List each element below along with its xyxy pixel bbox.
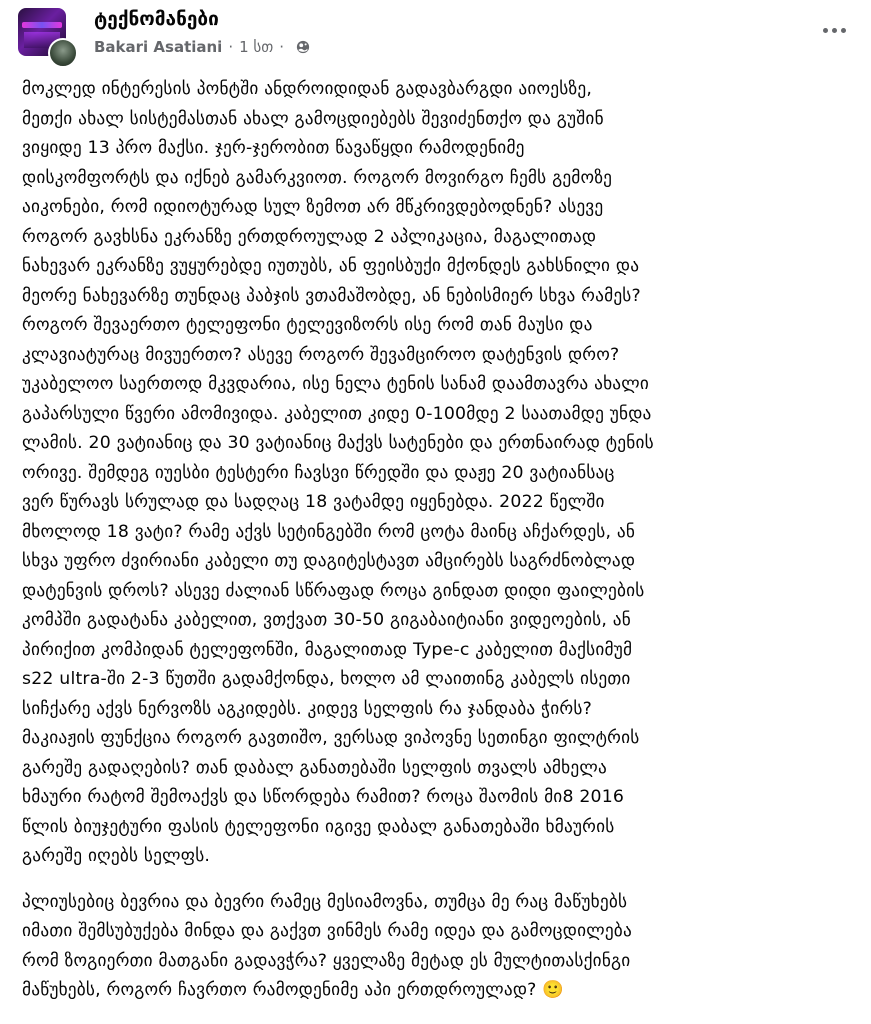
post-timestamp-link[interactable]: 1 სთ [239, 38, 274, 56]
more-options-icon[interactable] [816, 16, 852, 44]
group-avatar-neon-decor [22, 22, 62, 28]
more-dot [823, 28, 828, 33]
author-name-link[interactable]: Bakari Asatiani [94, 38, 223, 56]
post-meta [94, 38, 310, 56]
meta-separator: · [279, 38, 285, 56]
more-dot [832, 28, 837, 33]
meta-separator: · [228, 38, 234, 56]
author-avatar[interactable] [48, 38, 78, 68]
post-paragraph-1: მოკლედ ინტერესის პონტში ანდროიდიდან გადავბარგდი აიოესზე, მეთქი ახალ სისტემასთან ახალ გამოცდიებებს შევიძენთქო და გუშინ ვიყიდე 13 პრო მაქსი. ჯერ-ჯერობით წავაწყდი რამოდენიმე დისკომფორტს და იქნებ გამარკვიოთ. როგორ მოვირგო ჩემს გემოზე აიკონები, რომ იდიოტურად სულ ზემოთ არ მწკრივდებოდნენ? ასევე როგორ გავხსნა ეკრანზე ერთდროულად 2 აპლიკაცია, მაგალითად ნახევარ ეკრანზე ვუყურებდე იუთუბს, ან ფეისბუქი მქონდეს გახსნილი და მეორე ნახევარზე თუნდაც პაბჯის ვთამაშობდე, ან ნებისმიერ სხვა რამეს? როგორ შევაერთო ტელეფონი ტელევიზორს ისე რომ თან მაუსი და კლავიატურაც მივუერთო? ასევე როგორ შევამციროო დატენვის დრო? უკაბელოო საერთოდ მკვდარია, ისე ნელა ტენის სანამ დაამთავრა ახალი გაპარსული წვერი ამომივიდა. კაბელით კიდე 0-100მდე 2 საათამდე უნდა ლამის. 20 ვატიანიც და 30 ვატიანიც მაქვს სატენები და ერთნაირად ტენის ორივე. შემდეგ იუესბი ტესტერი ჩავსვი წრედში და დაჟე 20 ვატიანსაც ვერ წურავს სრულად და სადღაც 18 ვატამდე იყენებდა. 2022 წელში მხოლოდ 18 ვატი? რამე აქვს სეტინგებში რომ ცოტა მაინც აჩქარდეს, ან სხვა უფრო ძვირიანი კაბელი თუ დაგიტესტავთ ამცირებს საგრძნობლად დატენვის დროს? ასევე ძალიან სწრაფად როცა გინდათ დიდი ფაილების კომპში გადატანა კაბელით, ვთქვათ 30-50 გიგაბაიტიანი ვიდეოების, ან პირიქით კომპიდან ტელეფონში, მაგალითად Type-c კაბელით მაქსიმუმ s22 ultra-ში 2-3 წუთში გადამქონდა, ხოლო ამ ლაითინგ კაბელს ისეთი სიჩქარე აქვს ნერვოზს აგკიდებს. კიდევ სელფის რა ჯანდაბა ჭირს? მაკიაჟის ფუნქცია როგორ გავთიშო, ვერსად ვიპოვნე სეთინგი ფილტრის გარეშე გადაღების? თან დაბალ განათებაში სელფის თვალს ამხელა ხმაური რატომ შემოაქვს და სწორდება რამით? როცა შაომის მი8 2016 წლის ბიუჯეტური ფასის ტელეფონი იგივე დაბალ განათებაში ხმაურის გარეშე იღებს სელფს. [22, 79, 654, 866]
avatar-group[interactable] [18, 8, 76, 66]
post-header [0, 0, 871, 72]
group-name-link[interactable]: ტექნომანები [94, 8, 219, 30]
post-paragraph-2: პლიუსებიც ბევრია და ბევრი რამეც მესიამოვნა, თუმცა მე რაც მაწუხებს იმათი შემსუბუქება მინდა და გაქვთ ვინმეს რამე იდეა და გამოცდილება რომ ზოგიერთი მათგანი გადავჭრა? ყველაზე მეტად ეს მულტითასქინგი მაწუხებს, როგორ ჩავრთო რამოდენიმე აპი ერთდროულად? 🙂 [22, 891, 632, 1000]
post-body [22, 75, 858, 1006]
globe-icon[interactable] [296, 40, 310, 54]
more-dot [841, 28, 846, 33]
